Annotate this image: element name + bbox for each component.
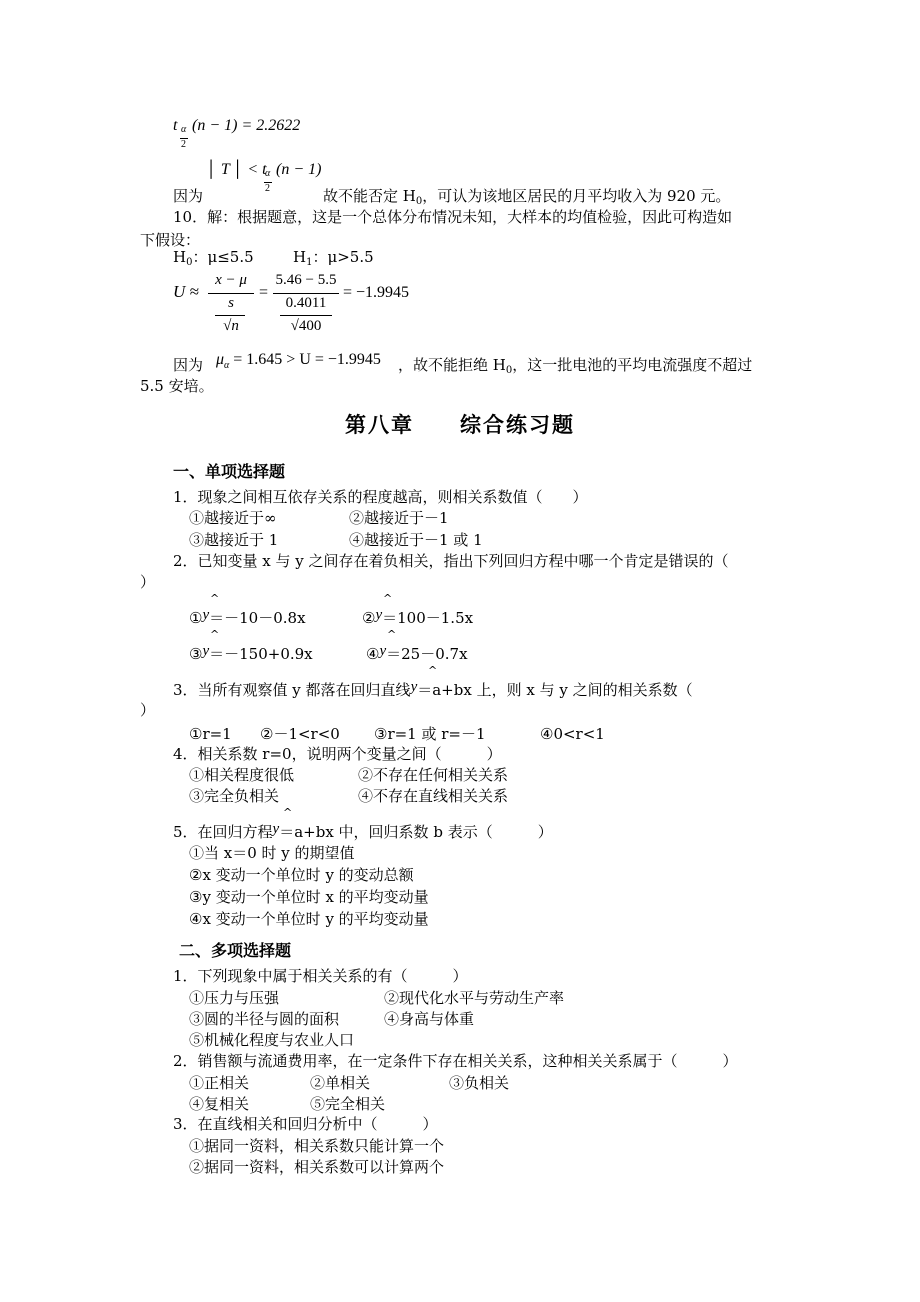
alpha-denominator: 2 — [181, 139, 186, 150]
h0-rest: ：μ≤5.5 — [192, 248, 254, 266]
q3-pre: 3．当所有观察值 y 都落在回归直线 — [173, 681, 411, 699]
abs-t-args: (n − 1) — [276, 161, 322, 178]
hypothesis-h1 — [293, 247, 374, 273]
y-symbol: y — [379, 643, 387, 659]
because-1-sub: 0 — [415, 196, 423, 207]
u-den-bot-1: √n — [223, 318, 239, 334]
because-2-conclusion — [398, 355, 752, 381]
multi-q1-option-a: ①压力与压强 — [189, 989, 280, 1007]
multi-q2-option-e: ⑤完全相关 — [310, 1095, 386, 1113]
single-q3-option-d: ④0<r<1 — [540, 725, 605, 743]
multi-q2-option-d: ④复相关 — [189, 1095, 250, 1113]
section-multi-choice: 二、多项选择题 — [179, 941, 292, 960]
h1-rest: ：μ>5.5 — [312, 248, 374, 266]
h1-label: H — [293, 248, 307, 266]
single-q1-option-d: ④越接近于－1 或 1 — [349, 531, 483, 549]
answer-10-line2: 下假设： — [140, 231, 201, 249]
u-numerator-1: x − μ — [215, 272, 247, 288]
multi-q1: 1．下列现象中属于相关关系的有（ ） — [173, 967, 468, 985]
single-q1-option-a: ①越接近于∞ — [189, 509, 277, 527]
mu-alpha-rest: = 1.645 > U = −1.9945 — [233, 351, 381, 368]
u-numerator-2: 5.46 − 5.5 — [275, 272, 337, 288]
h0-sub: 0 — [186, 257, 193, 268]
q2a-marker: ① — [189, 609, 203, 627]
hat-mark: ^ — [283, 806, 293, 819]
single-q1-option-c: ③越接近于 1 — [189, 531, 279, 549]
single-q4-option-d: ④不存在直线相关关系 — [358, 787, 509, 805]
hat-mark: ^ — [387, 628, 397, 641]
hat-mark: ^ — [210, 592, 220, 605]
t-critical-value — [192, 116, 300, 136]
h1-sub: 1 — [306, 257, 313, 268]
q5-pre: 5．在回归方程 — [173, 823, 273, 841]
multi-q1-option-c: ③圆的半径与圆的面积 — [189, 1010, 340, 1028]
because-2-line2: 5.5 安培。 — [140, 377, 214, 395]
q5-post: ＝a+bx 中，回归系数 b 表示（ ） — [279, 823, 553, 841]
single-q4: 4．相关系数 r=0，说明两个变量之间（ ） — [173, 745, 502, 763]
y-symbol: y — [375, 607, 383, 623]
section-single-choice: 一、单项选择题 — [173, 462, 286, 481]
multi-q2: 2．销售额与流通费用率，在一定条件下存在相关关系，这种相关关系属于（ ） — [173, 1052, 738, 1070]
alpha-numerator-2: α — [265, 168, 271, 179]
u-lhs: U ≈ — [173, 282, 199, 301]
answer-10-line1: 10．解：根据题意，这是一个总体分布情况未知，大样本的均值检验，因此可构造如 — [173, 208, 733, 226]
single-q3-line2: ） — [140, 701, 156, 719]
y-symbol: y — [272, 821, 280, 837]
hat-mark: ^ — [383, 592, 393, 605]
y-symbol: y — [202, 607, 210, 623]
single-q5 — [173, 822, 553, 843]
because-2-sub: 0 — [505, 365, 513, 376]
multi-q1-option-b: ②现代化水平与劳动生产率 — [384, 989, 565, 1007]
single-q5-option-c: ③y 变动一个单位时 x 的平均变动量 — [189, 888, 429, 906]
h0-label: H — [173, 248, 187, 266]
u-fraction-bar-1 — [208, 293, 254, 294]
multi-q2-option-c: ③负相关 — [449, 1074, 510, 1092]
single-q2-option-d — [366, 644, 468, 665]
single-q3-option-b: ②－1<r<0 — [260, 725, 340, 743]
single-q2-option-b — [362, 608, 473, 629]
single-q5-option-a: ①当 x＝0 时 y 的期望值 — [189, 844, 355, 862]
single-q1-option-b: ②越接近于－1 — [349, 509, 449, 527]
multi-q3: 3．在直线相关和回归分析中（ ） — [173, 1115, 438, 1133]
u-den-top-1: s — [228, 295, 234, 311]
hypothesis-h0 — [173, 247, 254, 273]
because-1-prefix: 因为 — [173, 187, 204, 205]
u-subbar-2 — [280, 315, 332, 316]
q2a-text: ＝－10－0.8x — [209, 609, 306, 627]
q2b-marker: ② — [362, 609, 376, 627]
multi-q3-option-b: ②据同一资料，相关系数可以计算两个 — [189, 1158, 445, 1176]
abs-t-expression: │ T │ < t — [207, 161, 267, 178]
multi-q1-option-d: ④身高与体重 — [384, 1010, 475, 1028]
q2d-text: ＝25－0.7x — [386, 645, 468, 663]
single-q1: 1．现象之间相互依存关系的程度越高，则相关系数值（ ） — [173, 488, 588, 506]
because-2-tail: ，这一批电池的平均电流强度不超过 — [512, 356, 753, 374]
chapter-title: 第八章 综合练习题 — [345, 412, 575, 437]
multi-q3-option-a: ①据同一资料，相关系数只能计算一个 — [189, 1137, 445, 1155]
t-critical-args: (n − 1) = 2.2622 — [192, 117, 301, 134]
hat-mark: ^ — [210, 628, 220, 641]
single-q3-option-a: ①r=1 — [189, 725, 232, 743]
mu-alpha-sub: α — [224, 360, 230, 371]
single-q3-line1 — [173, 680, 693, 701]
u-fraction-bar-2 — [273, 293, 339, 294]
u-den-bot-2: √400 — [290, 318, 322, 334]
hat-mark: ^ — [428, 664, 438, 677]
single-q2-line2: ） — [140, 573, 156, 591]
single-q2-line1: 2．已知变量 x 与 y 之间存在着负相关，指出下列回归方程中哪一个肯定是错误的（ — [173, 552, 729, 570]
alpha-numerator: α — [181, 124, 187, 135]
multi-q2-option-b: ②单相关 — [310, 1074, 371, 1092]
y-symbol: y — [410, 679, 418, 695]
single-q5-option-b: ②x 变动一个单位时 y 的变动总额 — [189, 866, 414, 884]
u-result: = −1.9945 — [343, 284, 410, 301]
mu-alpha-expr — [216, 350, 381, 376]
single-q2-option-a — [189, 608, 306, 629]
because-1-tail: ，可认为该地区居民的月平均收入为 920 元。 — [422, 187, 731, 205]
alpha-denominator-2: 2 — [265, 183, 270, 194]
y-symbol: y — [202, 643, 210, 659]
because-2-prefix: 因为 — [173, 356, 204, 374]
equals-1: = — [259, 284, 269, 301]
u-subbar-1 — [215, 315, 245, 316]
q2c-marker: ③ — [189, 645, 203, 663]
mu-alpha: μ — [216, 351, 225, 368]
multi-q1-option-e: ⑤机械化程度与农业人口 — [189, 1031, 355, 1049]
single-q4-option-c: ③完全负相关 — [189, 787, 280, 805]
single-q3-option-c: ③r=1 或 r=－1 — [374, 725, 486, 743]
multi-q2-option-a: ①正相关 — [189, 1074, 250, 1092]
because-1-post: 故不能否定 H — [323, 187, 416, 205]
q2d-marker: ④ — [366, 645, 380, 663]
single-q2-option-c — [189, 644, 313, 665]
u-den-top-2: 0.4011 — [285, 295, 327, 311]
t-critical-symbol: t — [173, 117, 178, 134]
single-q5-option-d: ④x 变动一个单位时 y 的平均变动量 — [189, 910, 429, 928]
q2b-text: ＝100－1.5x — [382, 609, 474, 627]
q2c-text: ＝－150+0.9x — [209, 645, 313, 663]
single-q4-option-b: ②不存在任何相关关系 — [358, 766, 509, 784]
single-q4-option-a: ①相关程度很低 — [189, 766, 295, 784]
because-2-post: ，故不能拒绝 H — [398, 356, 506, 374]
q3-post: ＝a+bx 上，则 x 与 y 之间的相关系数（ — [417, 681, 693, 699]
